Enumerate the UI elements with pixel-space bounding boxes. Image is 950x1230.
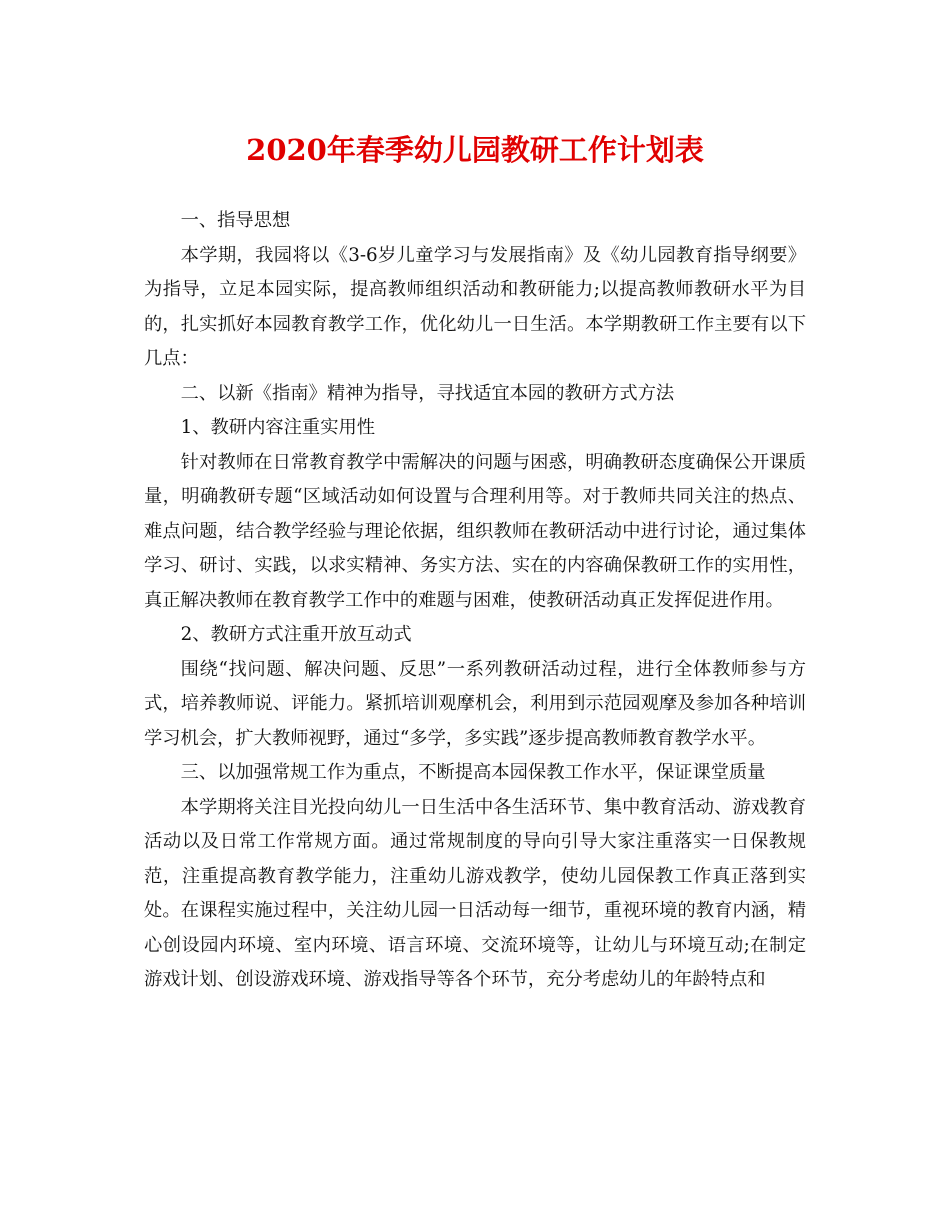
document-title: 2020年春季幼儿园教研工作计划表	[246, 133, 704, 167]
heading-section-three: 三、以加强常规工作为重点，不断提高本园保教工作水平，保证课堂质量	[180, 762, 766, 783]
paragraph-interactive: 围绕“找问题、解决问题、反思”一系列教研活动过程，进行全体教师参与方式，培养教师说、评能力。紧抓培训观摩机会，利用到示范园观摩及参加各种培训学习机会，扩大教师视野，通过“多学，多实践”逐步提高教师教育教学水平。	[144, 658, 806, 749]
heading-guiding-ideology: 一、指导思想	[180, 210, 291, 231]
paragraph-routine-work: 本学期将关注目光投向幼儿一日生活中各生活环节、集中教育活动、游戏教育活动以及日常工作常规方面。通过常规制度的导向引导大家注重落实一日保教规范，注重提高教育教学能力，注重幼儿游戏教学，使幼儿园保教工作真正落到实处。在课程实施过程中，关注幼儿园一日活动每一细节，重视环境的教育内涵，精心创设园内环境、室内环境、语言环境、交流环境等，让幼儿与环境互动;在制定游戏计划、创设游戏环境、游戏指导等各个环节，充分考虑幼儿的年龄特点和	[144, 796, 806, 990]
heading-section-two: 二、以新《指南》精神为指导，寻找适宜本园的教研方式方法	[180, 382, 675, 404]
paragraph-intro: 本学期，我园将以《3-6岁儿童学习与发展指南》及《幼儿园教育指导纲要》为指导，立足本园实际，提高教师组织活动和教研能力;以提高教师教研水平为目的，扎实抓好本园教育教学工作，优化幼儿一日生活。本学期教研工作主要有以下几点：	[144, 244, 806, 369]
document-body	[144, 204, 806, 998]
subheading-interactive: 2、教研方式注重开放互动式	[180, 624, 412, 645]
paragraph-practicality: 针对教师在日常教育教学中需解决的问题与困惑，明确教研态度确保公开课质量，明确教研专题“区域活动如何设置与合理利用等。对于教师共同关注的热点、难点问题，结合教学经验与理论依据，组织教师在教研活动中进行讨论，通过集体学习、研讨、实践，以求实精神、务实方法、实在的内容确保教研工作的实用性，真正解决教师在教育教学工作中的难题与困难，使教研活动真正发挥促进作用。	[144, 451, 806, 611]
subheading-practicality: 1、教研内容注重实用性	[180, 417, 376, 438]
